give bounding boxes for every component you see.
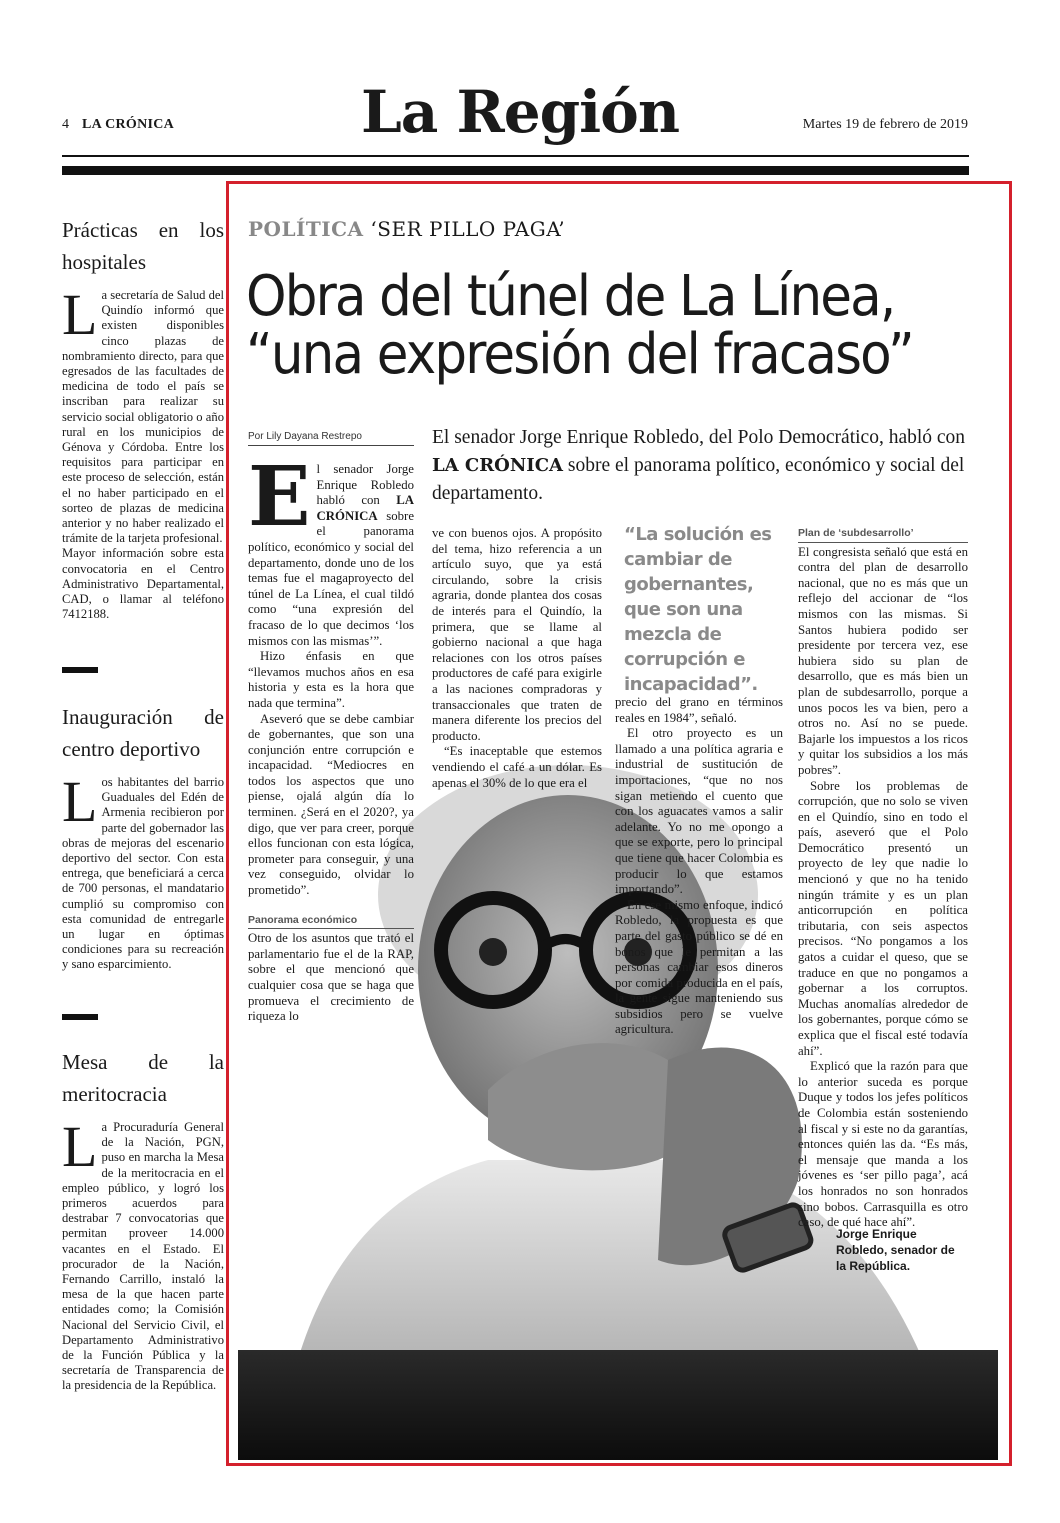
article-headline [246,264,936,387]
paragraph: ve con buenos ojos. A propósito del tema, hizo referencia a un artículo suyo, que ya está circulando, sobre la crisis agraria, donde plantea dos cosas de interés para el Quindío, la primera, que se llame al gobierno nacional a que haga relaciones con los otros países productores de café para exigirle a las naciones compradoras y transaccionales que traten de manera diferente los precios del producto. [432,526,602,743]
headline-line-1: Obra del túnel de La Línea, [246,264,895,329]
page-number: 4 [62,117,69,132]
publication-name: LA CRÓNICA [82,117,175,132]
paragraph: precio del grano en términos reales en 1984”, señaló. [615,695,783,725]
sidebar-story-title: Mesa de la meritocracia [62,1050,224,1106]
drop-cap: L [62,282,98,347]
subheading: Plan de ‘subdesarrollo’ [798,526,968,543]
paragraph: Sobre los problemas de corrupción, que no solo se viven en el Quindío, sino en todo el país, aseveró que el Polo Democrático presentó un proyecto de ley que nadie lo mencionó y que no ha tenido ningún trámite y es un plan anticorrupción en política tributaria, con seis aspectos precisos. “No pongamos a los gatos a cuidar el queso, que se traduce en que no pongamos a gobernar a los corruptos. Muchas anomalías alrededor de los gobernantes, porque cómo se explica que el fiscal esté todavía ahí”. [798,778,968,1058]
sidebar-story-body: Mayor información sobre esta convocatoria en el Centro Administrativo Departamental, CAD, o llamar al teléfono 7412188. [62,546,224,622]
paragraph: El congresista señaló que está en contra del plan de desarrollo nacional, que no es más que un reflejo del accionar de “los mismos con las mismas. Si Santos hubiera podido ser presidente por tercera vez, ese hubiera sido su plan de desarrollo, que es más bien un plan de subdesarrollo, porque a unos pocos les va bien, pero a otros no. Así no se puede. Bajarle los impuestos a los ricos y quitar los subsidios a los más pobres”. [798,544,968,777]
sidebar-story-title: Inauguración de centro deportivo [62,705,224,761]
article-deck [432,424,977,508]
byline: Por Lily Dayana Restrepo [248,431,414,446]
paragraph: Otro de los asuntos que trató el parlamentario fue el de la RAP, sobre el que mencionó que cualquier cosa que se haga que promueva el crecimiento de riqueza lo [248,931,414,1024]
sidebar-story-2 [62,701,224,973]
article-kicker [248,217,565,241]
sidebar-story-body: a Procuraduría General de la Nación, PGN, puso en marcha la Mesa de la meritocracia en el empleo público, y logró los primeros acuerdos para destrabar 7 convocatorias que permitan proveer 14.000 vacantes en el Estado. El procurador de la Nación, Fernando Carrillo, instaló la mesa de la que hacen parte entidades como; la Comisión Nacional del Servicio Civil, el Departamento Administrativo de la Función Pública y la secretaría de Transparencia de la presidencia de la República. [62,1120,224,1393]
paragraph: En ese mismo enfoque, indicó Robledo, la propuesta es que parte del gasto público se dé en bonos que le permitan a las personas cambiar esos dineros por comida producida en el país, la gente sigue manteniendo sus subsidios pero se vuelve agricultura. [615,897,783,1037]
article-drop-cap: E [248,449,311,545]
sidebar-story-title: Prácticas en los hospitales [62,218,224,274]
paragraph: El otro proyecto es un llamado a una política agraria e industrial de sustitución de importaciones, “que no nos sigan metiendo el cuento que con los aguacates vamos a salir adelante. Yo no me opongo a que se exporte, pero lo principal que tiene que hacer Colombia es producir lo que estamos importando”. [615,726,783,897]
sidebar-story-body: os habitantes del barrio Guaduales del Edén de Armenia recibieron por parte del gobernador las obras de mejoras del escenario deportivo del sector. Con esta entrega, que beneficiará a cerca de 700 personas, el mandatario cumplió su compromiso con esta comunidad de entregarle un lugar en óptimas condiciones para su recreación y sano esparcimiento. [62,775,224,972]
photo-caption: Jorge Enrique Robledo, senador de la República. [836,1227,955,1273]
article-column-1: El senador Jorge Enrique Robledo habló con LA CRÓNICA sobre el panorama político, económico y social del departamento, donde uno de los temas fue el magaproyecto del túnel de La Línea, el cual tildó como “una expresión del fracaso de lo que decimos ‘los mismos con las mismas’”. Hizo énfasis en que “llevamos muchos años en esa historia y esta es la hora que nada que termina”. Aseveró que se debe cambiar de gobernantes, que son una conjunción entre corrupción e incapacidad. “Mediocres en todos los aspectos que uno piense, ojalá algún día lo terminen. ¿Será en el 2020?, ya digo, que ver para creer, porque ellos funcionan con esta lógica, prometer para conseguir, y una vez conseguido, olvidar lo prometido”. Panorama económico Otro de los asuntos que trató el parlamentario fue el de la RAP, sobre el que mencionó que cualquier cosa que se haga que promueva el crecimiento de riqueza lo [248,449,414,1024]
sidebar-divider [62,1014,98,1020]
article-column-2 [432,526,602,791]
deck-publication: LA CRÓNICA [432,455,564,476]
deck-text: sobre el panorama político, económico y social del departamento. [432,455,965,504]
sidebar-story-body: a secretaría de Salud del Quindío informó que existen disponibles cinco plazas de nombramiento directo, para que egresados de las facultades de medicina de todo el país se inscriban para realizar su servicio social obligatorio o año rural en los municipios de Génova y Córdoba. Entre los requisitos para participar en este proceso de selección, están el no haber participado en el sorteo de plazas de medicina anterior y no haber realizado el trámite de la tarjeta profesional. [62,288,224,546]
section-title: La Región [360,78,680,146]
article-column-3 [615,695,783,1038]
table-shape [238,1350,998,1460]
sidebar-divider [62,667,98,673]
subheading: Panorama económico [248,913,414,930]
header-rule-thick [62,166,969,175]
paragraph: Explicó que la razón para que lo anterior suceda es porque Duque y todos los jefes políticos de Colombia están sosteniendo al fiscal y si este no da garantías, entonces quién las da. “Es más, el mensaje que manda a los jóvenes es ‘ser pillo paga’, acá los honrados no son honrados sino bobos. Carrasquilla es otro caso, de qué hace ahí”. [798,1059,968,1230]
paragraph: Aseveró que se debe cambiar de gobernantes, que son una conjunción entre corrupción e incapacidad. “Mediocres en todos los aspectos que uno piense, ojalá algún día lo terminen. ¿Será en el 2020?, ya digo, que ver para creer, porque ellos funcionan con esta lógica, prometer para conseguir, y una vez conseguido, olvidar lo prometido”. [248,711,414,898]
deck-text: El senador Jorge Enrique Robledo, del Polo Democrático, habló con [432,427,966,448]
drop-cap: L [62,769,98,834]
paragraph: “Es inaceptable que estemos vendiendo el café a un dólar. Es apenas el 30% de lo que era el [432,744,602,790]
sidebar-story-1 [62,214,224,622]
pull-quote: “La solución es cambiar de gobernantes, que son una mezcla de corrupción e incapacidad”. [624,524,772,695]
sidebar-story-3 [62,1046,224,1394]
paragraph: Hizo énfasis en que “llevamos muchos años en esa historia y esta es la hora que nada que termina”. [248,649,414,710]
headline-line-2: “una expresión del fracaso” [246,322,913,387]
drop-cap: L [62,1114,98,1179]
publication-date: Martes 19 de febrero de 2019 [802,117,968,132]
article-column-4 [798,526,968,1231]
article-category: POLÍTICA [248,217,364,241]
header-rule-thin [62,155,969,157]
article-kicker-text: ‘SER PILLO PAGA’ [370,217,566,241]
